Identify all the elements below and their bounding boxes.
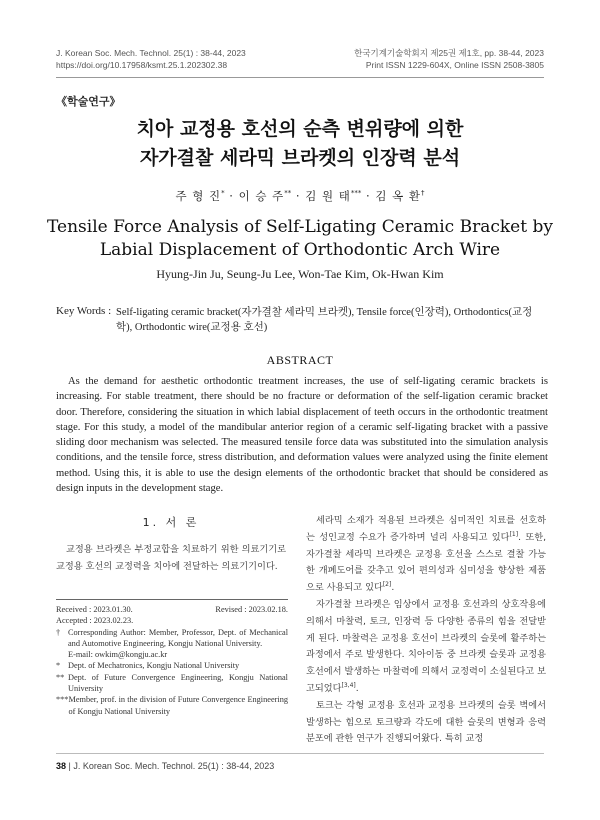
- accepted-date: Accepted : 2023.02.23.: [56, 616, 134, 626]
- title-en-line1: Tensile Force Analysis of Self-Ligating Ceramic Bracket by: [47, 217, 553, 237]
- keywords-label: Key Words :: [56, 305, 112, 317]
- right-column: [306, 513, 546, 748]
- journal-citation-ko: 한국기계기술학회지 제25권 제1호, pp. 38-44, 2023: [354, 48, 544, 58]
- footer-divider: [56, 753, 544, 754]
- footnote-item: [56, 649, 288, 660]
- footnote-item: [56, 672, 288, 695]
- footnote-item: [56, 694, 288, 717]
- email-text[interactable]: E-mail: owkim@kongju.ac.kr: [68, 650, 168, 660]
- keywords-text: Self-ligating ceramic bracket(자가결찰 세라믹 브라켓), Tensile force(인장력), Orthodontics(교정학), Orthodontic wire(교정용 호선): [116, 307, 533, 333]
- body-paragraph: 토크는 각형 교정용 호선과 교정용 브라켓의 슬롯 벽에서 발생하는 힘으로 토크량과 각도에 대한 슬롯의 변형과 응력분포에 관한 연구가 진행되어왔다. 특히 교정: [306, 699, 546, 745]
- citation-ref[interactable]: [3,4]: [341, 681, 356, 689]
- footnote-divider: [56, 599, 288, 600]
- section-heading-introduction: 1. 서 론: [142, 516, 200, 529]
- journal-citation: J. Korean Soc. Mech. Technol. 25(1) : 38-44, 2023: [56, 48, 246, 58]
- footnote-mark: [56, 649, 68, 660]
- footnote-text: Member, prof. in the division of Future Convergence Engineering of Kongju National University: [68, 695, 288, 716]
- footnote-mark: **: [56, 672, 65, 682]
- author-ko: 김 옥 환: [375, 189, 421, 203]
- intro-paragraph: 교정용 브라켓은 부정교합을 치료하기 위한 의료기기로 교정용 호선의 교정력을 치아에 전달하는 의료기기이다.: [56, 544, 286, 572]
- footnotes: [56, 604, 288, 717]
- abstract-heading: ABSTRACT: [266, 353, 334, 367]
- issn-line: Print ISSN 1229-604X, Online ISSN 2508-3805: [365, 60, 544, 70]
- author-separator: ·: [291, 189, 306, 203]
- journal-header-left: [56, 47, 246, 71]
- citation-ref[interactable]: [1]: [509, 530, 519, 538]
- received-date: Received : 2023.01.30.: [56, 605, 133, 614]
- footnote-text: Corresponding Author: Member, Professor, Dept. of Mechanical and Automotive Engineering, Kongju National University.: [68, 627, 288, 648]
- author-ko: 주 형 진: [175, 189, 222, 203]
- footnote-mark: †: [56, 627, 61, 637]
- abstract-body: As the demand for aesthetic orthodontic treatment increases, the use of self-ligating ceramic brackets is increasing. For stable treatment, there should be no fracture or deformation of the self-ligation ceramic bracket door. Therefore, considering the situation in which labial displacement of teeth occurs in the orthodontic treatment stage. For this study, a model of the mandibular anterior region of a ceramic self-ligating bracket with a passive sliding door mechanism was selected. The measured tensile force data was substituted into the simulation analysis conditions, and the tensile force, stress distribution, and deformation values were analyzed using the finite element method. Using this, it is able to use the design elements of the orthodontic bracket that should be considered as design inputs in the development stage.: [56, 376, 548, 495]
- article-category: 《학술연구》: [56, 95, 121, 108]
- title-ko-line2: 자가결찰 세라믹 브라켓의 인장력 분석: [139, 147, 461, 169]
- footnote-mark: *: [56, 661, 61, 671]
- body-text: 자가결찰 브라켓은 임상에서 교정용 호선과의 상호작용에 의해서 마찰력, 토크, 인장력 등 다양한 종류의 힘을 전달받게 된다. 마찰력은 교정용 호선이 브라켓의 슬롯에 활주하는 과정에서 주로 발생한다. 치아이동 중 브라켓 슬롯과 교정용 호선에서 발생하는 마찰력에 의해서 교정력이 소실된다고 보고되었다: [306, 598, 546, 694]
- author-separator: ·: [224, 189, 239, 203]
- body-text: 세라믹 소재가 적용된 브라켓은 심미적인 치료를 선호하는 성인교정 수요가 증가하며 널리 사용되고 있다: [306, 515, 546, 543]
- title-ko-line1: 치아 교정용 호선의 순측 변위량에 의한: [136, 118, 464, 140]
- dates-row: [56, 604, 288, 615]
- author-mark: **: [284, 189, 292, 198]
- authors-ko: [0, 188, 600, 204]
- footnote-item: [56, 627, 288, 650]
- footer-citation: | J. Korean Soc. Mech. Technol. 25(1) : 38-44, 2023: [66, 761, 275, 771]
- authors-en: Hyung-Jin Ju, Seung-Ju Lee, Won-Tae Kim, Ok-Hwan Kim: [156, 267, 444, 281]
- author-ko: 이 승 주: [238, 189, 285, 203]
- author-mark: ***: [350, 189, 362, 198]
- author-mark: *: [221, 189, 225, 198]
- footnote-text: Dept. of Future Convergence Engineering, Kongju National University: [68, 672, 288, 694]
- page-number: 38: [56, 761, 67, 771]
- footnote-mark: ***: [56, 695, 69, 705]
- journal-header-right: [354, 47, 544, 71]
- footnote-text: Dept. of Mechatronics, Kongju National University: [68, 661, 240, 671]
- author-separator: ·: [361, 189, 376, 203]
- body-paragraph: 세라믹 소재가 적용된 브라켓은 심미적인 치료를 선호하는 성인교정 수요가 증가하며 널리 사용되고 있다[1]. 또한, 자가결찰 세라믹 브라켓은 교정용 호선을 스스로 결찰 가능한 개폐도어를 갖추고 있어 편의성과 심미성을 향상한 제품으로 사용되고 있다[2].: [306, 515, 546, 594]
- citation-ref[interactable]: [2]: [382, 581, 392, 589]
- author-mark: †: [420, 189, 425, 198]
- author-ko: 김 원 태: [305, 189, 351, 203]
- body-text: . 또한, 자가결찰 세라믹 브라켓은 교정용 호선을 스스로 결찰 가능한 개폐도어를 갖추고 있어 편의성과 심미성을 향상한 제품으로 사용되고 있다: [306, 531, 546, 594]
- body-paragraph: 자가결찰 브라켓은 임상에서 교정용 호선과의 상호작용에 의해서 마찰력, 토크, 인장력 등 다양한 종류의 힘을 전달받게 된다. 마찰력은 교정용 호선이 브라켓의 슬롯에 활주하는 과정에서 주로 발생한다. 치아이동 중 브라켓 슬롯과 교정용 호선에서 발생하는 마찰력에 의해서 교정력이 소실된다고 보고되었다[3,4].: [306, 598, 546, 694]
- doi-link[interactable]: https://doi.org/10.17958/ksmt.25.1.202302.38: [56, 60, 228, 70]
- header-divider: [56, 77, 544, 78]
- left-column: [56, 542, 286, 576]
- page-footer: [56, 761, 274, 771]
- revised-date: Revised : 2023.02.18.: [215, 605, 288, 614]
- footnote-item: [56, 660, 288, 671]
- title-en-line2: Labial Displacement of Orthodontic Arch Wire: [99, 240, 501, 260]
